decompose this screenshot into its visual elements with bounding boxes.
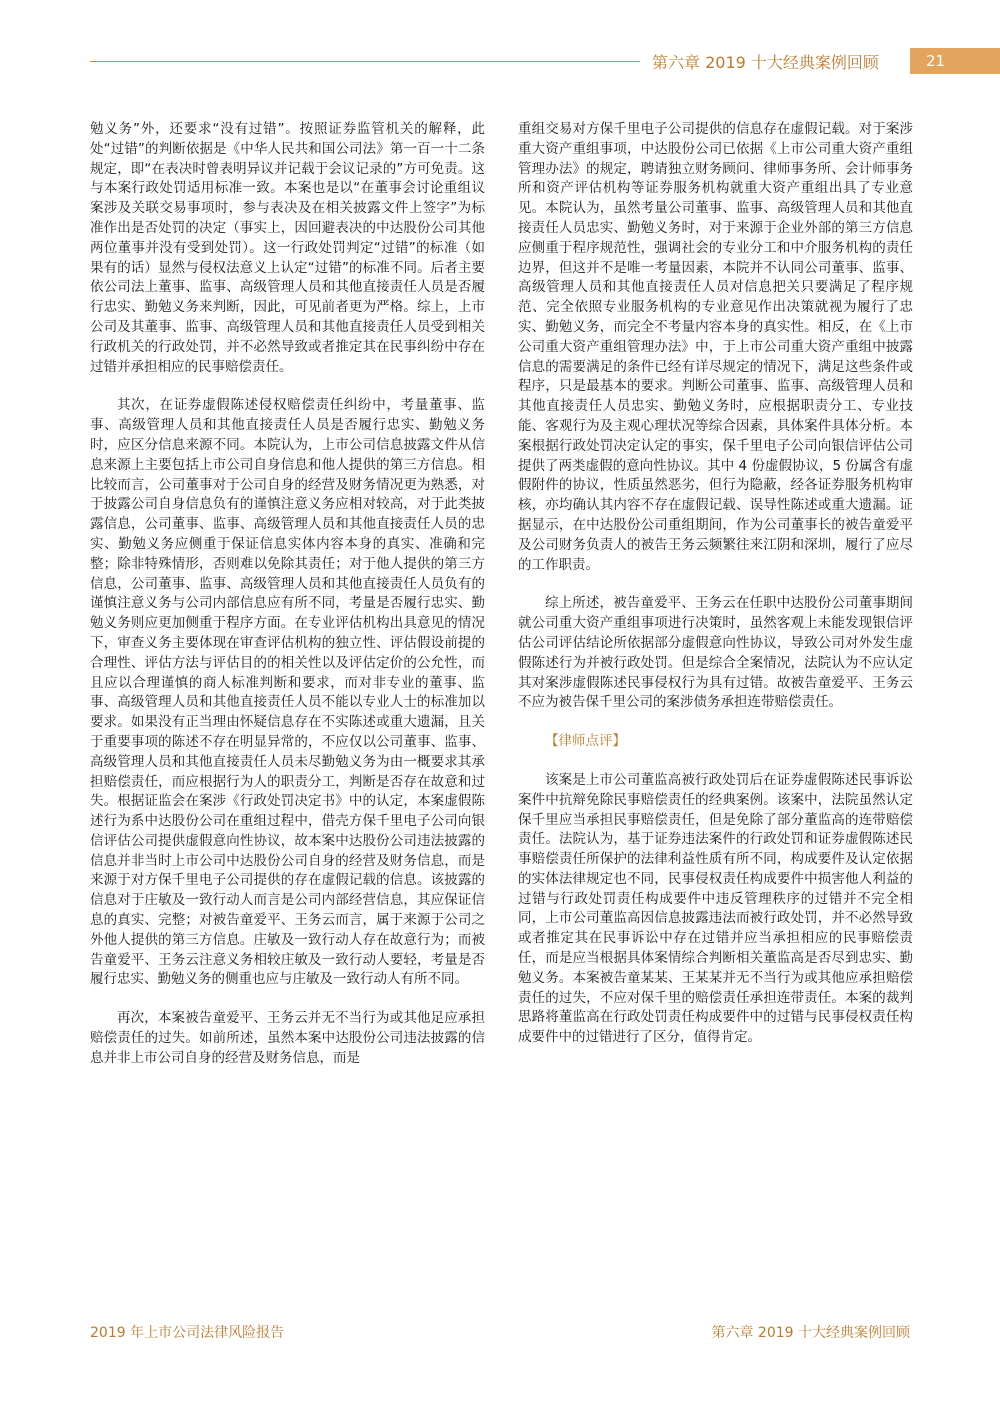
lawyer-comment-heading: 【律师点评】 bbox=[545, 733, 626, 750]
chapter-title: 第六章 2019 十大经典案例回顾 bbox=[652, 53, 879, 72]
right-column bbox=[518, 120, 913, 1067]
paragraph: 再次，本案被告童爱平、王务云并无不当行为或其他足应承担赔偿责任的过失。如前所述，虽然本案中达股份公司违法披露的信息并非上市公司自身的经营及财务信息，而是 bbox=[90, 1010, 485, 1066]
left-column bbox=[90, 120, 485, 1088]
paragraph: 其次，在证券虚假陈述侵权赔偿责任纠纷中，考量董事、监事、高级管理人员和其他直接责任人员是否履行忠实、勤勉义务时，应区分信息来源不同。本院认为，上市公司信息披露文件从信息来源上主要包括上市公司自身信息和他人提供的第三方信息。相比较而言，公司董事对于公司自身的经营及财务情况更为熟悉，对于披露公司自身信息负有的谨慎注意义务应相对较高，对于此类披露信息，公司董事、监事、高级管理人员和其他直接责任人员的忠实、勤勉义务应侧重于保证信息实体内容本身的真实、准确和完整；除非特殊情形，否则难以免除其责任；对于他人提供的第三方信息，公司董事、监事、高级管理人员和其他直接责任人员负有的谨慎注意义务与公司内部信息应有所不同，考量是否履行忠实、勤勉义务则应更加侧重于程序方面。在专业评估机构出具意见的情况下，审查义务主要体现在审查评估机构的独立性、评估假设前提的合理性、评估方法与评估目的的相关性以及评估定价的公允性，而且应以合理谨慎的商人标准判断和要求，而对非专业的董事、监事、高级管理人员和其他直接责任人员不能以专业人士的标准加以要求。如果没有正当理由怀疑信息存在不实陈述或重大遗漏，且关于重要事项的陈述不存在明显异常的，不应仅以公司董事、监事、高级管理人员和其他直接责任人员未尽勤勉义务为由一概要求其承担赔偿责任，而应根据行为人的职责分工，判断是否存在故意和过失。根据证监会在案涉《行政处罚决定书》中的认定，本案虚假陈述行为系中达股份公司在重组过程中，借壳方保千里电子公司向银信评估公司提供虚假意向性协议，故本案中达股份公司违法披露的信息并非当时上市公司中达股份公司自身的经营及财务信息，而是来源于对方保千里电子公司提供的存在虚假记载的信息。该披露的信息对于庄敏及一致行动人而言是公司内部经营信息，其应保证信息的真实、完整；对被告童爱平、王务云而言，属于来源于公司之外他人提供的第三方信息。庄敏及一致行动人存在故意行为；而被告童爱平、王务云注意义务相较庄敏及一致行动人要轻，考量是否履行忠实、勤勉义务的侧重也应与庄敏及一致行动人有所不同。 bbox=[90, 397, 485, 988]
page-footer bbox=[0, 1322, 1000, 1346]
paragraph: 勉义务”外，还要求“没有过错”。按照证券监管机关的解释，此处“过错”的判断依据是《中华人民共和国公司法》第一百一十二条规定，即“在表决时曾表明异议并记载于会议记录的”方可免责。这与本案行政处罚适用标准一致。本案也是以“在董事会讨论重组议案涉及关联交易事项时，参与表决及在相关披露文件上签字”为标准作出是否处罚的决定（事实上，因回避表决的中达股份公司其他两位董事并没有受到处罚）。这一行政处罚判定“过错”的标准（如果有的话）显然与侵权法意义上认定“过错”的标准不同。后者主要依公司法上董事、监事、高级管理人员和其他直接责任人员是否履行忠实、勤勉义务来判断，因此，可见前者更为严格。综上，上市公司及其董事、监事、高级管理人员和其他直接责任人员受到相关行政机关的行政处罚，并不必然导致或者推定其在民事纠纷中存在过错并承担相应的民事赔偿责任。 bbox=[90, 121, 485, 375]
paragraph: 综上所述，被告童爱平、王务云在任职中达股份公司董事期间就公司重大资产重组事项进行决策时，虽然客观上未能发现银信评估公司评估结论所依据部分虚假意向性协议，导致公司对外发生虚假陈述行为并被行政处罚。但是综合全案情况，法院认为不应认定其对案涉虚假陈述民事侵权行为具有过错。故被告童爱平、王务云不应为被告保千里公司的案涉债务承担连带赔偿责任。 bbox=[518, 595, 913, 711]
page-header bbox=[0, 48, 1000, 74]
header-rule bbox=[90, 61, 640, 62]
report-title: 2019 年上市公司法律风险报告 bbox=[90, 1325, 285, 1341]
page-number: 21 bbox=[910, 48, 1000, 74]
paragraph: 该案是上市公司董监高被行政处罚后在证券虚假陈述民事诉讼案件中抗辩免除民事赔偿责任的经典案例。该案中，法院虽然认定保千里应当承担民事赔偿责任，但是免除了部分董监高的连带赔偿责任。法院认为，基于证券违法案件的行政处罚和证券虚假陈述民事赔偿责任所保护的法律利益性质有所不同，构成要件及认定依据的实体法律规定也不同，民事侵权责任构成要件中损害他人利益的过错与行政处罚责任构成要件中违反管理秩序的过错并不完全相同，上市公司董监高因信息披露违法而被行政处罚，并不必然导致或者推定其在民事诉讼中存在过错并应当承担相应的民事赔偿责任，而是应当根据具体案情综合判断相关董监高是否尽到忠实、勤勉义务。本案被告童某某、王某某并无不当行为或其他应承担赔偿责任的过失，不应对保千里的赔偿责任承担连带责任。本案的裁判思路将董监高在行政处罚责任构成要件中的过错与民事侵权责任构成要件中的过错进行了区分，值得肯定。 bbox=[518, 771, 913, 1046]
footer-chapter-title: 第六章 2019 十大经典案例回顾 bbox=[711, 1325, 910, 1341]
paragraph: 重组交易对方保千里电子公司提供的信息存在虚假记载。对于案涉重大资产重组事项，中达股份公司已依据《上市公司重大资产重组管理办法》的规定，聘请独立财务顾问、律师事务所、会计师事务所和资产评估机构等证券服务机构就重大资产重组出具了专业意见。本院认为，虽然考量公司董事、监事、高级管理人员和其他直接责任人员忠实、勤勉义务时，对于来源于企业外部的第三方信息应侧重于程序规范性，强调社会的专业分工和中介服务机构的责任边界，但这并不是唯一考量因素，本院并不认同公司董事、监事、高级管理人员和其他直接责任人员对信息把关只要满足了程序规范、完全依照专业服务机构的专业意见作出决策就视为履行了忠实、勤勉义务，而完全不考量内容本身的真实性。相反，在《上市公司重大资产重组管理办法》中，于上市公司重大资产重组中披露信息的需要满足的条件已经有详尽规定的情况下，满足这些条件或程序，只是最基本的要求。判断公司董事、监事、高级管理人员和其他直接责任人员忠实、勤勉义务时，应根据职责分工、专业技能、客观行为及主观心理状况等综合因素，具体案件具体分析。本案根据行政处罚决定认定的事实，保千里电子公司向银信评估公司提供了两类虚假的意向性协议。其中 4 份虚假协议，5 份属含有虚假附件的协议，性质虽然恶劣，但行为隐蔽，经各证券服务机构审核，亦均确认其内容不存在虚假记载、误导性陈述或重大遗漏。证据显示，在中达股份公司重组期间，作为公司董事长的被告童爱平及公司财务负责人的被告王务云频繁往来江阴和深圳，履行了应尽的工作职责。 bbox=[518, 121, 913, 573]
